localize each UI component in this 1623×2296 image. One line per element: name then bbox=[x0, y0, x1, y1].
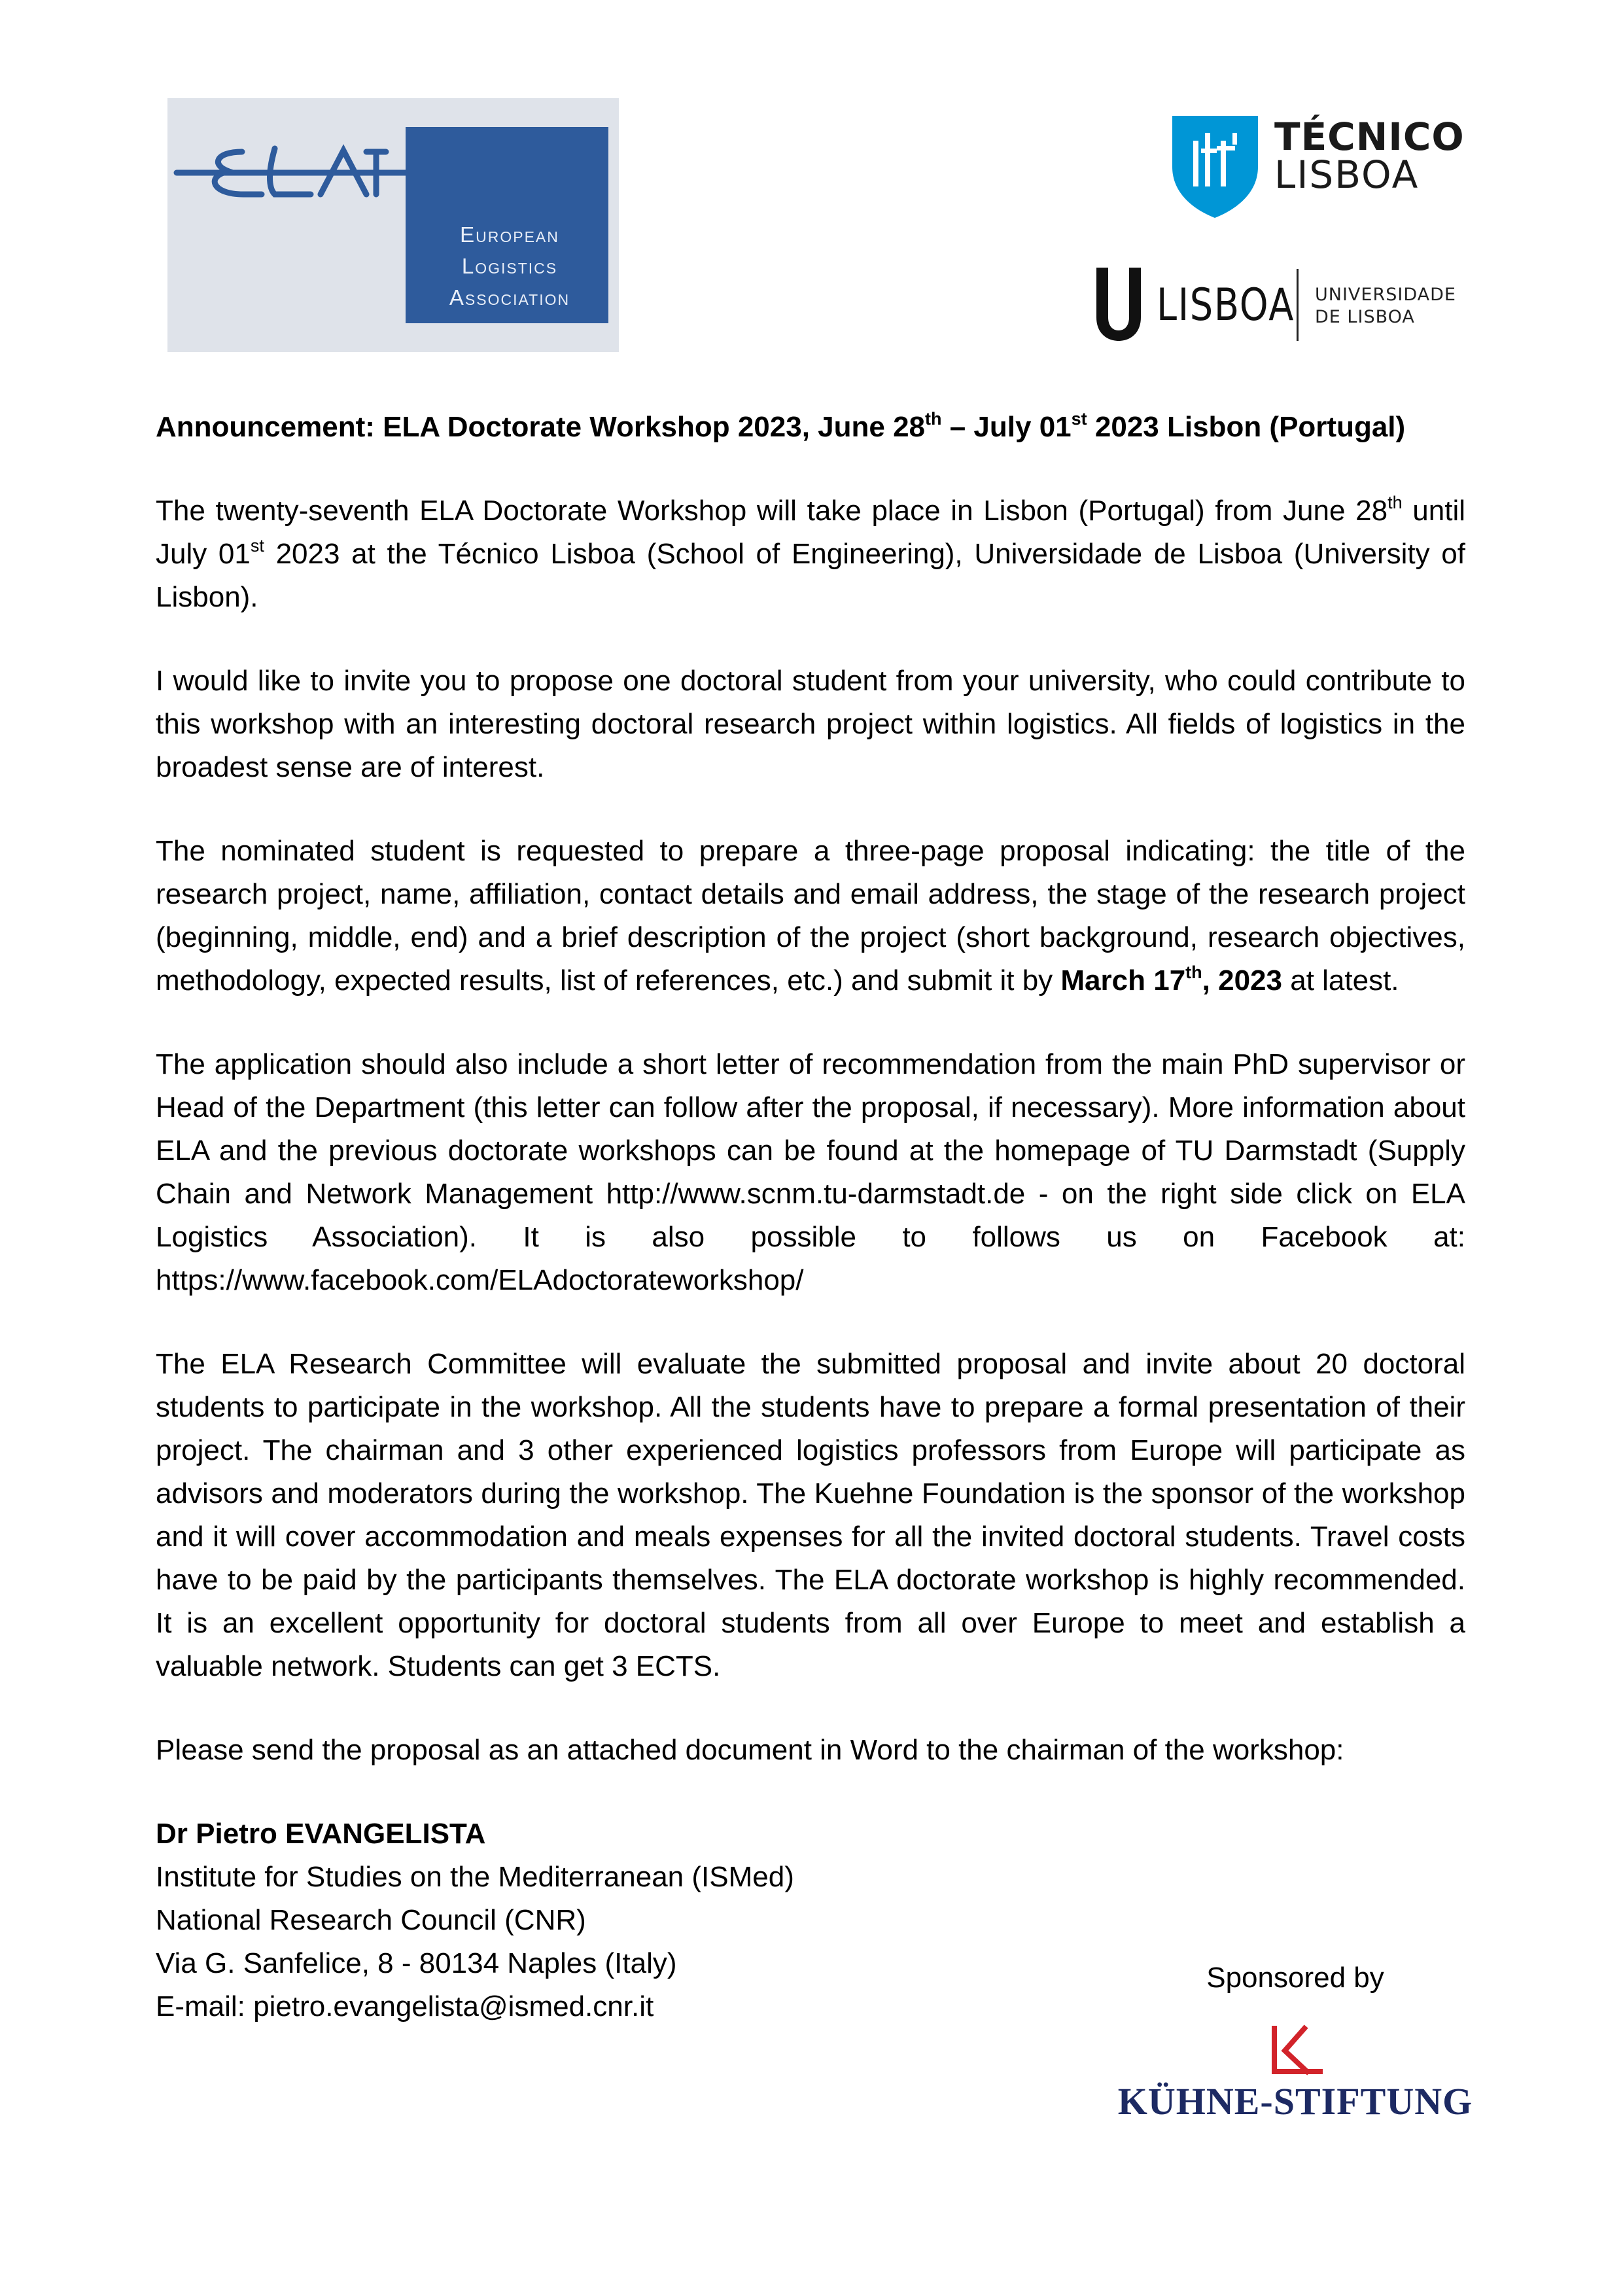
tecnico-line2: LISBOA bbox=[1274, 152, 1420, 197]
p1-b: until July 01 bbox=[156, 495, 1465, 570]
p1-sup2: st bbox=[250, 536, 264, 556]
contact-email: E-mail: pietro.evangelista@ismed.cnr.it bbox=[156, 1990, 654, 2022]
ela-logo bbox=[167, 98, 619, 352]
ela-script-mark bbox=[170, 132, 419, 211]
paragraph-intro bbox=[156, 489, 1465, 619]
ulisboa-u-icon bbox=[1092, 265, 1145, 344]
contact-council: National Research Council (CNR) bbox=[156, 1904, 586, 1936]
p1-c: 2023 at the Técnico Lisboa (School of Engineering), Universidade de Lisboa (University of Lisbon). bbox=[156, 538, 1465, 613]
p1-sup1: th bbox=[1387, 493, 1403, 512]
ela-word-association: Association bbox=[449, 285, 570, 309]
paragraph-application: The application should also include a short letter of recommendation from the main PhD supervisor or Head of the Department (this letter can follow after the proposal, if necessary). More information about ELA and the previous doctorate workshops can be found at the homepage of TU Darmstadt (Supply Chain and Network Management http://www.scnm.tu-darmstadt.de - on the right side click on ELA Logistics Association). It is also possible to follows us on Facebook at: https://www.facebook.com/ELAdoctorateworkshop/ bbox=[156, 1048, 1465, 1296]
p3-a: The nominated student is requested to prepare a three-page proposal indicating: the title of the research project, name, affiliation, contact details and email address, the stage of the research project (beginning, middle, end) and a brief description of the project (short background, research objectives, methodology, expected results, list of references, etc.) and submit it by bbox=[156, 835, 1465, 997]
deadline-sup: th bbox=[1185, 963, 1202, 982]
tecnico-shield-icon bbox=[1171, 115, 1259, 219]
ulisboa-name: LISBOA bbox=[1157, 279, 1295, 331]
contact-address: Via G. Sanfelice, 8 - 80134 Naples (Italy) bbox=[156, 1947, 677, 1979]
p3-c: at latest. bbox=[1282, 964, 1399, 997]
paragraph-invite: I would like to invite you to propose one doctoral student from your university, who could contribute to this workshop with an interesting doctoral research project within logistics. All fields of logistics in the broadest sense are of interest. bbox=[156, 665, 1465, 783]
ela-word-logistics: Logistics bbox=[461, 254, 558, 278]
ulisboa-small-line1: UNIVERSIDADE bbox=[1315, 285, 1456, 305]
kuhne-stiftung-name: KÜHNE-STIFTUNG bbox=[1117, 2080, 1473, 2123]
announcement-body bbox=[156, 406, 1465, 2028]
deadline bbox=[1060, 964, 1282, 997]
announcement-title bbox=[156, 406, 1465, 449]
ulisboa-logo bbox=[1092, 265, 1459, 350]
paragraph-proposal bbox=[156, 830, 1465, 1002]
tecnico-line1: TÉCNICO bbox=[1274, 115, 1465, 159]
title-suffix: 2023 Lisbon (Portugal) bbox=[1087, 411, 1406, 443]
kuhne-stiftung-mark-icon bbox=[1265, 2024, 1325, 2077]
deadline-date: March 17 bbox=[1060, 964, 1186, 997]
paragraph-send: Please send the proposal as an attached document in Word to the chairman of the workshop: bbox=[156, 1734, 1344, 1766]
deadline-year: , 2023 bbox=[1202, 964, 1282, 997]
paragraph-committee: The ELA Research Committee will evaluate the submitted proposal and invite about 20 doctoral students to participate in the workshop. All the students have to prepare a formal presentation of their project. The chairman and 3 other experienced logistics professors from Europe will participate as advisors and moderators during the workshop. The Kuehne Foundation is the sponsor of the workshop and it will cover accommodation and meals expenses for all the invited doctoral students. Travel costs have to be paid by the participants themselves. The ELA doctorate workshop is highly recommended. It is an excellent opportunity for doctoral students from all over Europe to meet and establish a valuable network. Students can get 3 ECTS. bbox=[156, 1348, 1465, 1682]
title-prefix: Announcement: ELA Doctorate Workshop 2023, June 28 bbox=[156, 411, 926, 443]
title-middle: – July 01 bbox=[941, 411, 1072, 443]
ulisboa-divider bbox=[1297, 269, 1299, 341]
tecnico-lisboa-logo bbox=[1171, 115, 1465, 226]
ela-word-european: European bbox=[460, 222, 559, 247]
title-sup1: th bbox=[925, 409, 942, 429]
sponsor-label: Sponsored by bbox=[1206, 1962, 1384, 1994]
title-sup2: st bbox=[1071, 409, 1087, 429]
contact-institute: Institute for Studies on the Mediterranean (ISMed) bbox=[156, 1861, 794, 1893]
contact-name: Dr Pietro EVANGELISTA bbox=[156, 1818, 486, 1850]
ulisboa-small-line2: DE LISBOA bbox=[1315, 307, 1415, 327]
p1-a: The twenty-seventh ELA Doctorate Workshop will take place in Lisbon (Portugal) from June 28 bbox=[156, 495, 1388, 527]
